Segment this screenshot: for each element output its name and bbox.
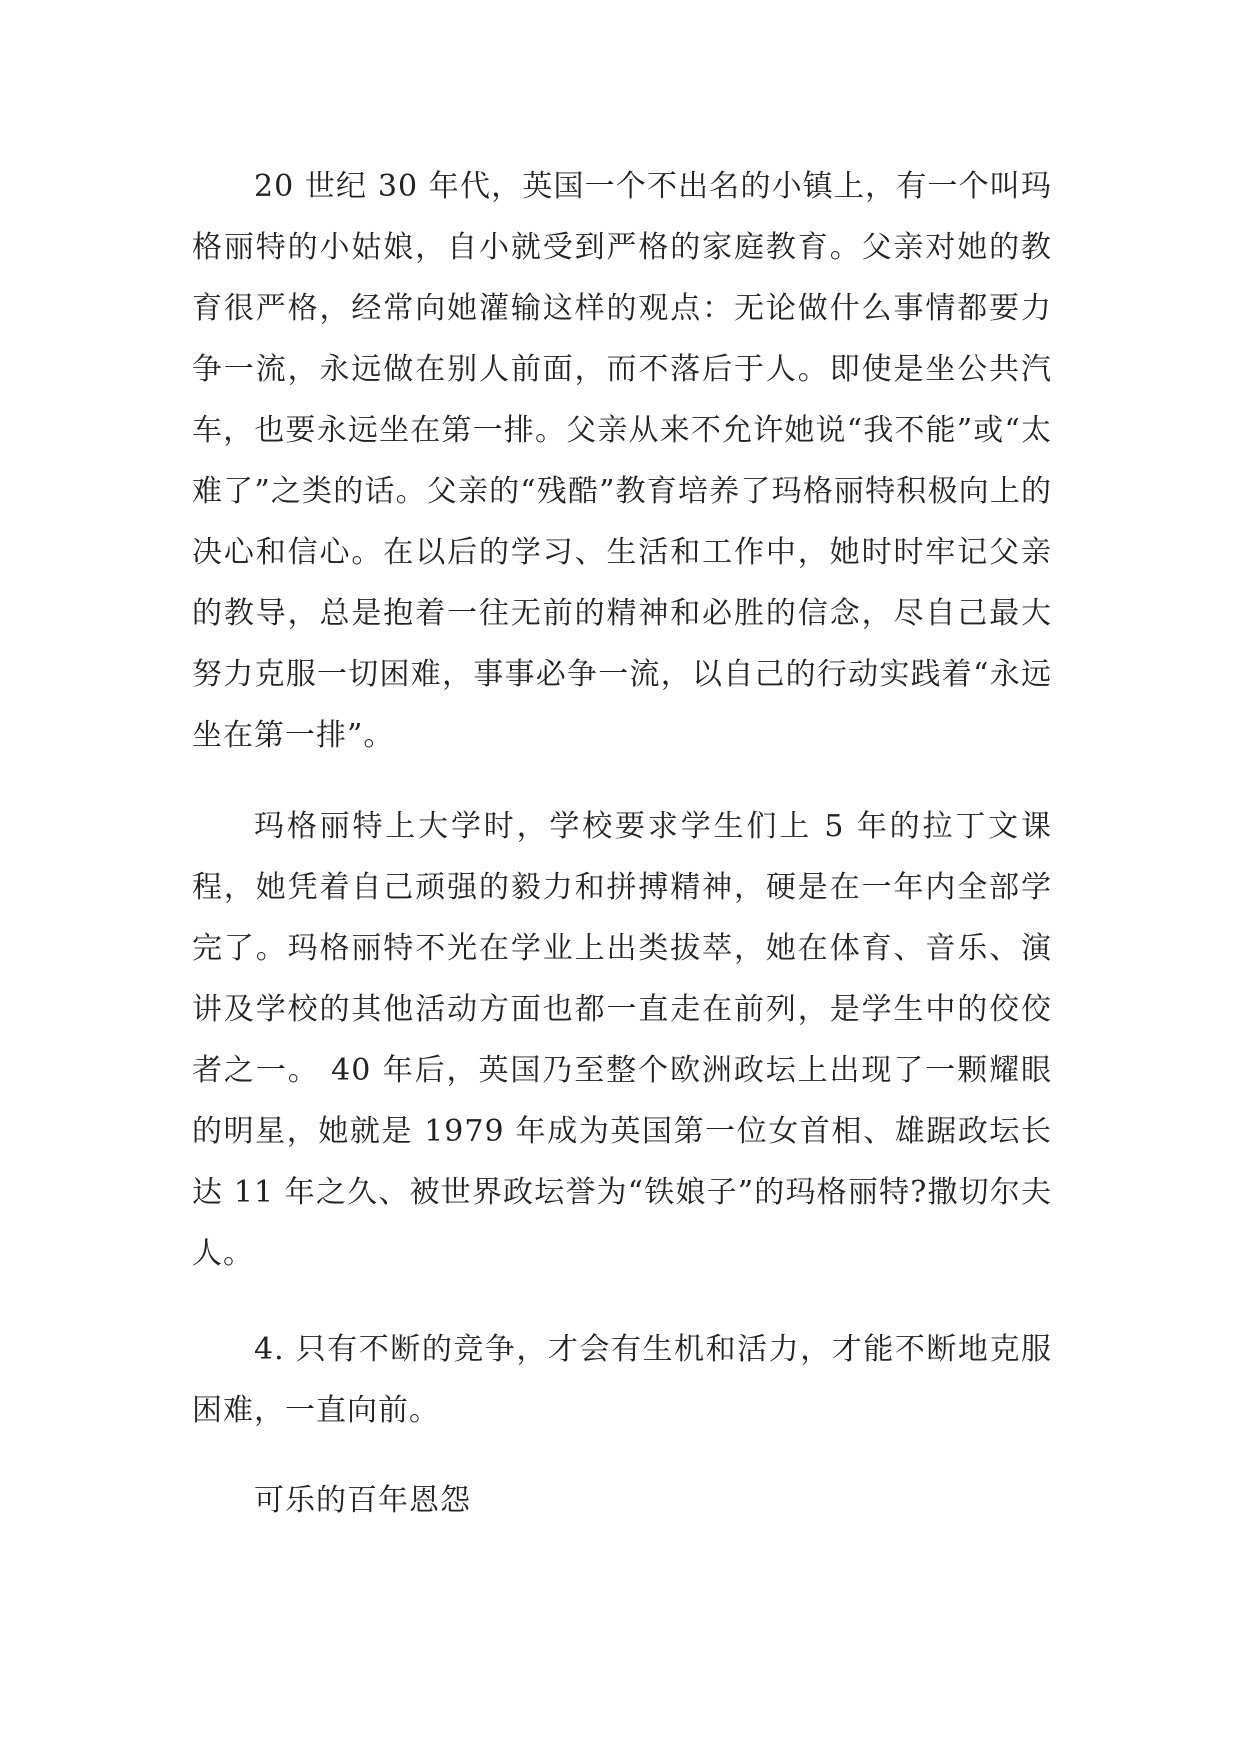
paragraph-point-4: 4. 只有不断的竞争，才会有生机和活力，才能不断地克服困难，一直向前。 <box>192 1332 1052 1428</box>
section-heading-cola: 可乐的百年恩怨 <box>254 1483 471 1518</box>
paragraph-thatcher-childhood: 20 世纪 30 年代，英国一个不出名的小镇上，有一个叫玛格丽特的小姑娘，自小就受到严格的家庭教育。父亲对她的教育很严格，经常向她灌输这样的观点：无论做什么事情都要力争一流，永远做在别人前面，而不落后于人。即使是坐公共汽车，也要永远坐在第一排。父亲从来不允许她说“我不能”或“太难了”之类的话。父亲的“残酷”教育培养了玛格丽特积极向上的决心和信心。在以后的学习、生活和工作中，她时时牢记父亲的教导，总是抱着一往无前的精神和必胜的信念，尽自己最大努力克服一切困难，事事必争一流，以自己的行动实践着“永远坐在第一排”。 <box>192 169 1052 753</box>
paragraph-thatcher-university: 玛格丽特上大学时，学校要求学生们上 5 年的拉丁文课程，她凭着自己顽强的毅力和拼搏精神，硬是在一年内全部学完了。玛格丽特不光在学业上出类拔萃，她在体育、音乐、演讲及学校的其他活动方面也都一直走在前列，是学生中的佼佼者之一。 40 年后，英国乃至整个欧洲政坛上出现了一颗耀眼的明星，她就是 1979 年成为英国第一位女首相、雄踞政坛长达 11 年之久、被世界政坛誉为“铁娘子”的玛格丽特?撒切尔夫人。 <box>192 809 1052 1271</box>
